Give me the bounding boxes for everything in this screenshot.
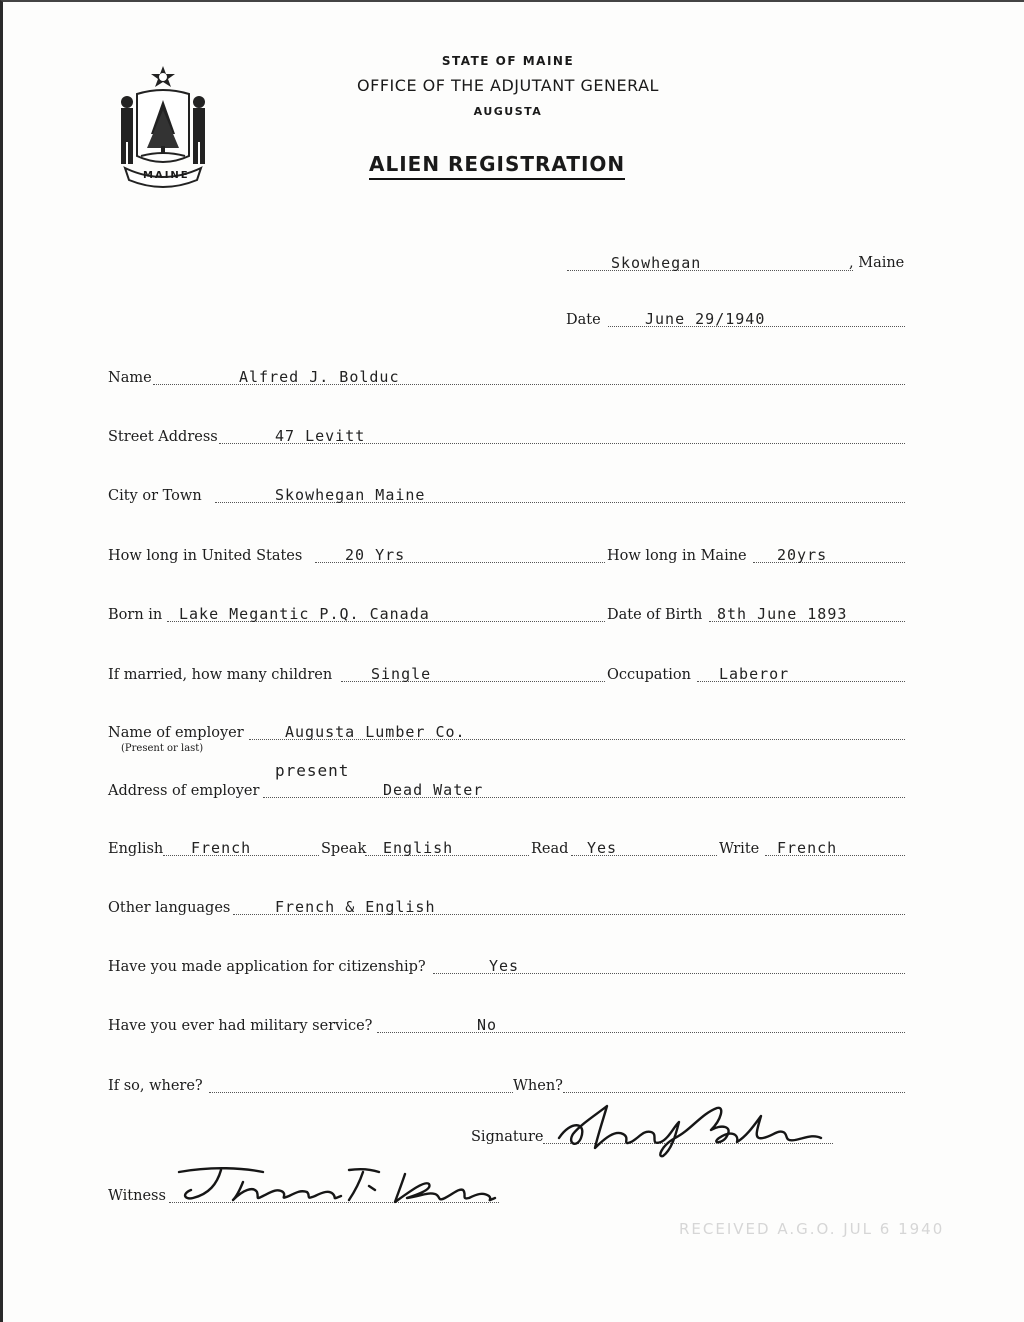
street-label: Street Address <box>108 429 218 445</box>
signature-label: Signature <box>471 1129 544 1145</box>
english-label: English <box>108 841 164 857</box>
date-value: June 29/1940 <box>645 310 766 328</box>
military-line <box>377 1032 905 1033</box>
seal-banner: MAINE <box>143 170 190 181</box>
street-value: 47 Levitt <box>275 427 366 445</box>
witness-label: Witness <box>108 1188 166 1204</box>
speak-value: English <box>383 839 454 857</box>
employer-address-label: Address of employer <box>108 783 260 799</box>
write-label: Write <box>719 841 760 857</box>
english-value: French <box>191 839 252 857</box>
place-suffix: , Maine <box>849 255 905 271</box>
citizenship-label: Have you made application for citizenship? <box>108 959 426 975</box>
applicant-signature <box>551 1094 831 1160</box>
state-heading: STATE OF MAINE <box>441 54 575 68</box>
children-value: Single <box>371 665 432 683</box>
how-long-maine-label: How long in Maine <box>607 548 747 564</box>
form-title: ALIEN REGISTRATION <box>369 152 625 180</box>
other-languages-value: French & English <box>275 898 436 916</box>
employer-address-note: present <box>275 761 350 780</box>
date-of-birth-value: 8th June 1893 <box>717 605 848 623</box>
occupation-label: Occupation <box>607 667 691 683</box>
how-long-us-label: How long in United States <box>108 548 303 564</box>
write-value: French <box>777 839 838 857</box>
where-label: If so, where? <box>108 1078 203 1094</box>
name-value: Alfred J. Bolduc <box>239 368 400 386</box>
employer-address-value: Dead Water <box>383 781 484 799</box>
citizenship-value: Yes <box>489 957 520 975</box>
born-in-label: Born in <box>108 607 163 623</box>
city-heading: AUGUSTA <box>473 105 543 118</box>
city-value: Skowhegan Maine <box>275 486 426 504</box>
military-label: Have you ever had military service? <box>108 1018 373 1034</box>
where-line <box>209 1092 513 1093</box>
occupation-value: Laberor <box>719 665 790 683</box>
employer-value: Augusta Lumber Co. <box>285 723 466 741</box>
office-heading: OFFICE OF THE ADJUTANT GENERAL <box>357 76 659 95</box>
place-value: Skowhegan <box>611 254 702 272</box>
read-label: Read <box>531 841 569 857</box>
received-stamp: RECEIVED A.G.O. JUL 6 1940 <box>679 1220 945 1238</box>
children-label: If married, how many children <box>108 667 333 683</box>
military-value: No <box>477 1016 498 1034</box>
employer-note: (Present or last) <box>121 743 204 754</box>
city-label: City or Town <box>108 488 202 504</box>
when-label: When? <box>513 1078 563 1094</box>
date-of-birth-label: Date of Birth <box>607 607 703 623</box>
speak-label: Speak <box>321 841 367 857</box>
how-long-us-value: 20 Yrs <box>345 546 406 564</box>
born-in-value: Lake Megantic P.Q. Canada <box>179 605 430 623</box>
how-long-maine-value: 20yrs <box>777 546 828 564</box>
place-line <box>567 270 853 271</box>
other-languages-label: Other languages <box>108 900 231 916</box>
date-label: Date <box>566 312 601 328</box>
read-value: Yes <box>587 839 618 857</box>
name-label: Name <box>108 370 152 386</box>
employer-address-line <box>263 797 905 798</box>
witness-signature <box>173 1162 503 1210</box>
employer-label: Name of employer <box>108 725 244 741</box>
how-long-maine-line <box>753 562 905 563</box>
when-line <box>563 1092 905 1093</box>
